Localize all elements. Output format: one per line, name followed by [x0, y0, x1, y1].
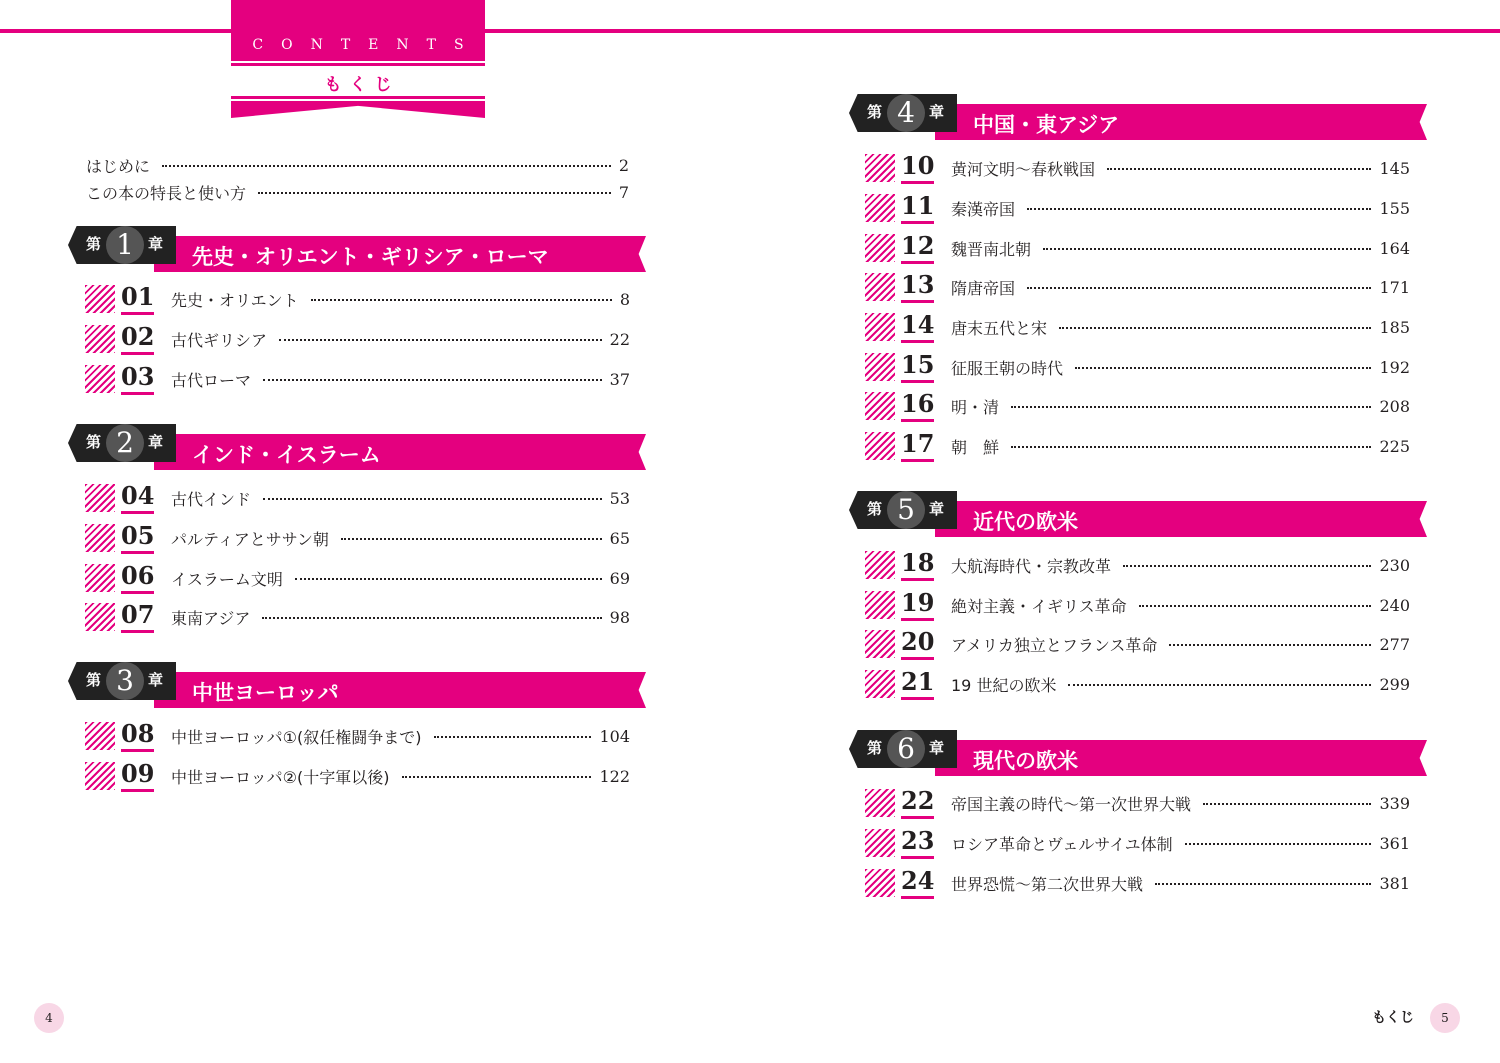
chapter-sho: 章 — [148, 671, 164, 689]
hatch-mark — [865, 829, 895, 857]
chapter-sho: 章 — [929, 500, 945, 518]
leader-dots — [263, 379, 602, 381]
hatch-mark — [865, 869, 895, 897]
toc-item[interactable] — [865, 311, 1410, 345]
item-number: 08 — [121, 720, 154, 752]
leader-dots — [258, 192, 611, 194]
top-rule — [0, 29, 1500, 33]
chapter-sho: 章 — [148, 433, 164, 451]
chapter-sho: 章 — [148, 235, 164, 253]
item-number: 02 — [121, 323, 154, 355]
toc-item[interactable] — [865, 668, 1410, 702]
footer-section-label: もくじ — [1372, 1010, 1414, 1026]
leader-dots — [1011, 446, 1371, 448]
leader-dots — [1011, 406, 1371, 408]
contents-title-en: CONTENTS — [252, 37, 482, 53]
item-page: 208 — [1379, 396, 1410, 416]
item-page: 192 — [1379, 357, 1410, 377]
hatch-mark — [865, 630, 895, 658]
chapter-title: 先史・オリエント・ギリシア・ローマ — [192, 245, 549, 269]
chapter-title: 中国・東アジア — [973, 113, 1120, 137]
hatch-mark — [865, 432, 895, 460]
item-page: 155 — [1379, 198, 1410, 218]
item-page: 277 — [1379, 634, 1410, 654]
intro-label: はじめに — [86, 156, 151, 176]
item-number: 13 — [901, 271, 934, 303]
item-label: 古代インド — [171, 489, 252, 509]
hatch-mark — [865, 154, 895, 182]
intro-label: この本の特長と使い方 — [86, 183, 247, 203]
hatch-mark — [85, 365, 115, 393]
item-label: 唐末五代と宋 — [951, 318, 1048, 338]
leader-dots — [295, 578, 602, 580]
leader-dots — [262, 617, 601, 619]
leader-dots — [1043, 248, 1371, 250]
leader-dots — [1075, 367, 1371, 369]
leader-dots — [1169, 644, 1371, 646]
item-label: 魏晋南北朝 — [951, 239, 1032, 259]
item-label: 世界恐慌〜第二次世界大戦 — [951, 874, 1144, 894]
item-number: 19 — [901, 589, 934, 621]
chapter-number: 4 — [887, 94, 925, 132]
item-page: 22 — [609, 329, 630, 349]
item-page: 8 — [619, 289, 630, 309]
hatch-mark — [85, 603, 115, 631]
leader-dots — [1027, 287, 1371, 289]
leader-dots — [311, 299, 612, 301]
contents-header-line — [231, 61, 485, 63]
toc-item[interactable] — [85, 283, 630, 317]
item-number: 04 — [121, 482, 154, 514]
chapter-title: インド・イスラーム — [192, 443, 381, 467]
chapter-number: 1 — [106, 226, 144, 264]
item-number: 10 — [901, 152, 934, 184]
item-number: 05 — [121, 522, 154, 554]
page-number-left: 4 — [34, 1003, 64, 1033]
item-page: 185 — [1379, 317, 1410, 337]
toc-item[interactable] — [85, 363, 630, 397]
hatch-mark — [865, 591, 895, 619]
leader-dots — [263, 498, 602, 500]
chapter-header-2 — [68, 424, 646, 472]
hatch-mark — [85, 484, 115, 512]
chapter-number: 3 — [106, 662, 144, 700]
hatch-mark — [85, 285, 115, 313]
chapter-number: 5 — [887, 491, 925, 529]
toc-item[interactable] — [865, 152, 1410, 186]
item-page: 145 — [1379, 158, 1410, 178]
chapter-header-1 — [68, 226, 646, 274]
item-page: 122 — [599, 766, 630, 786]
chapter-number: 2 — [106, 424, 144, 462]
toc-item[interactable] — [865, 827, 1410, 861]
item-page: 53 — [609, 488, 630, 508]
item-number: 21 — [901, 668, 934, 700]
contents-header — [231, 0, 485, 118]
chapter-dai: 第 — [86, 671, 102, 689]
item-page: 225 — [1379, 436, 1410, 456]
contents-title-jp: もくじ — [324, 75, 400, 95]
toc-item[interactable] — [85, 323, 630, 357]
chapter-dai: 第 — [86, 433, 102, 451]
item-label: ロシア革命とヴェルサイユ体制 — [951, 834, 1173, 854]
hatch-mark — [865, 194, 895, 222]
chapter-header-3 — [68, 662, 646, 710]
hatch-mark — [865, 273, 895, 301]
item-number: 09 — [121, 760, 154, 792]
item-page: 240 — [1379, 595, 1410, 615]
item-number: 23 — [901, 827, 934, 859]
item-page: 164 — [1379, 238, 1410, 258]
item-number: 17 — [901, 430, 934, 462]
hatch-mark — [865, 353, 895, 381]
leader-dots — [341, 538, 602, 540]
hatch-mark — [85, 325, 115, 353]
item-page: 98 — [609, 607, 630, 627]
chapter-header-5 — [849, 491, 1427, 539]
leader-dots — [162, 165, 611, 167]
chapter-sho: 章 — [929, 103, 945, 121]
leader-dots — [402, 776, 592, 778]
intro-row[interactable] — [86, 153, 629, 177]
item-label: 東南アジア — [171, 608, 251, 628]
toc-item[interactable] — [865, 271, 1410, 305]
hatch-mark — [865, 313, 895, 341]
item-label: 古代ローマ — [171, 370, 252, 390]
toc-item[interactable] — [865, 430, 1410, 464]
item-page: 171 — [1379, 277, 1410, 297]
item-label: 絶対主義・イギリス革命 — [951, 596, 1127, 616]
hatch-mark — [85, 722, 115, 750]
hatch-mark — [865, 551, 895, 579]
item-number: 11 — [901, 192, 934, 224]
contents-header-ribbon-line — [231, 99, 485, 101]
chapter-dai: 第 — [867, 739, 883, 757]
leader-dots — [434, 736, 592, 738]
chapter-dai: 第 — [867, 103, 883, 121]
hatch-mark — [85, 762, 115, 790]
item-label: 中世ヨーロッパ①(叙任権闘争まで) — [171, 727, 422, 747]
chapter-title: 中世ヨーロッパ — [192, 681, 339, 705]
chapter-header-6 — [849, 730, 1427, 778]
chapter-sho: 章 — [929, 739, 945, 757]
leader-dots — [1059, 327, 1371, 329]
item-number: 14 — [901, 311, 934, 343]
chapter-dai: 第 — [867, 500, 883, 518]
chapter-dai: 第 — [86, 235, 102, 253]
item-label: 明・清 — [951, 397, 1000, 417]
toc-item[interactable] — [865, 628, 1410, 662]
toc-item[interactable] — [865, 549, 1410, 583]
hatch-mark — [85, 564, 115, 592]
item-number: 15 — [901, 351, 934, 383]
item-number: 18 — [901, 549, 934, 581]
hatch-mark — [865, 392, 895, 420]
item-label: 隋唐帝国 — [951, 278, 1016, 298]
item-number: 01 — [121, 283, 154, 315]
item-number: 22 — [901, 787, 934, 819]
toc-item[interactable] — [85, 522, 630, 556]
item-page: 104 — [599, 726, 630, 746]
hatch-mark — [865, 234, 895, 262]
toc-item[interactable] — [865, 232, 1410, 266]
chapter-title: 近代の欧米 — [973, 510, 1078, 534]
item-label: 秦漢帝国 — [951, 199, 1016, 219]
leader-dots — [279, 339, 602, 341]
toc-item[interactable] — [85, 720, 630, 754]
item-page: 361 — [1379, 833, 1410, 853]
item-number: 24 — [901, 867, 934, 899]
leader-dots — [1185, 843, 1372, 845]
item-page: 69 — [609, 568, 630, 588]
leader-dots — [1155, 883, 1371, 885]
item-page: 230 — [1379, 555, 1410, 575]
leader-dots — [1068, 684, 1371, 686]
item-label: 朝 鮮 — [951, 437, 1000, 457]
hatch-mark — [865, 789, 895, 817]
contents-header-band — [231, 0, 485, 66]
item-page: 381 — [1379, 873, 1410, 893]
toc-item[interactable] — [865, 589, 1410, 623]
toc-item[interactable] — [865, 390, 1410, 424]
item-label: パルティアとササン朝 — [171, 529, 329, 549]
leader-dots — [1203, 803, 1371, 805]
item-label: 古代ギリシア — [171, 330, 268, 350]
leader-dots — [1123, 565, 1371, 567]
item-number: 07 — [121, 601, 154, 633]
item-label: アメリカ独立とフランス革命 — [951, 635, 1158, 655]
chapter-number: 6 — [887, 730, 925, 768]
item-page: 299 — [1379, 674, 1410, 694]
toc-item[interactable] — [865, 192, 1410, 226]
item-label: 先史・オリエント — [171, 290, 299, 310]
toc-item[interactable] — [865, 787, 1410, 821]
item-label: 中世ヨーロッパ②(十字軍以後) — [171, 767, 390, 787]
item-label: 黄河文明〜春秋戦国 — [951, 159, 1096, 179]
intro-page: 7 — [618, 182, 629, 202]
toc-item[interactable] — [85, 562, 630, 596]
item-label: 帝国主義の時代〜第一次世界大戦 — [951, 794, 1192, 814]
item-label: 大航海時代・宗教改革 — [951, 556, 1112, 576]
page-number-right: 5 — [1430, 1003, 1460, 1033]
toc-item[interactable] — [865, 351, 1410, 385]
item-number: 20 — [901, 628, 934, 660]
chapter-title: 現代の欧米 — [973, 749, 1078, 773]
item-label: 征服王朝の時代 — [951, 358, 1064, 378]
item-label: 19 世紀の欧米 — [951, 675, 1057, 695]
item-page: 37 — [609, 369, 630, 389]
toc-item[interactable] — [85, 482, 630, 516]
toc-item[interactable] — [85, 601, 630, 635]
leader-dots — [1107, 168, 1371, 170]
leader-dots — [1027, 208, 1371, 210]
item-number: 06 — [121, 562, 154, 594]
chapter-header-4 — [849, 94, 1427, 142]
item-number: 03 — [121, 363, 154, 395]
item-page: 65 — [609, 528, 630, 548]
item-page: 339 — [1379, 793, 1410, 813]
leader-dots — [1139, 605, 1372, 607]
item-number: 12 — [901, 232, 934, 264]
toc-item[interactable] — [865, 867, 1410, 901]
item-number: 16 — [901, 390, 934, 422]
hatch-mark — [865, 670, 895, 698]
toc-item[interactable] — [85, 760, 630, 794]
intro-page: 2 — [618, 155, 629, 175]
intro-row[interactable] — [86, 180, 629, 204]
item-label: イスラーム文明 — [171, 569, 283, 589]
hatch-mark — [85, 524, 115, 552]
